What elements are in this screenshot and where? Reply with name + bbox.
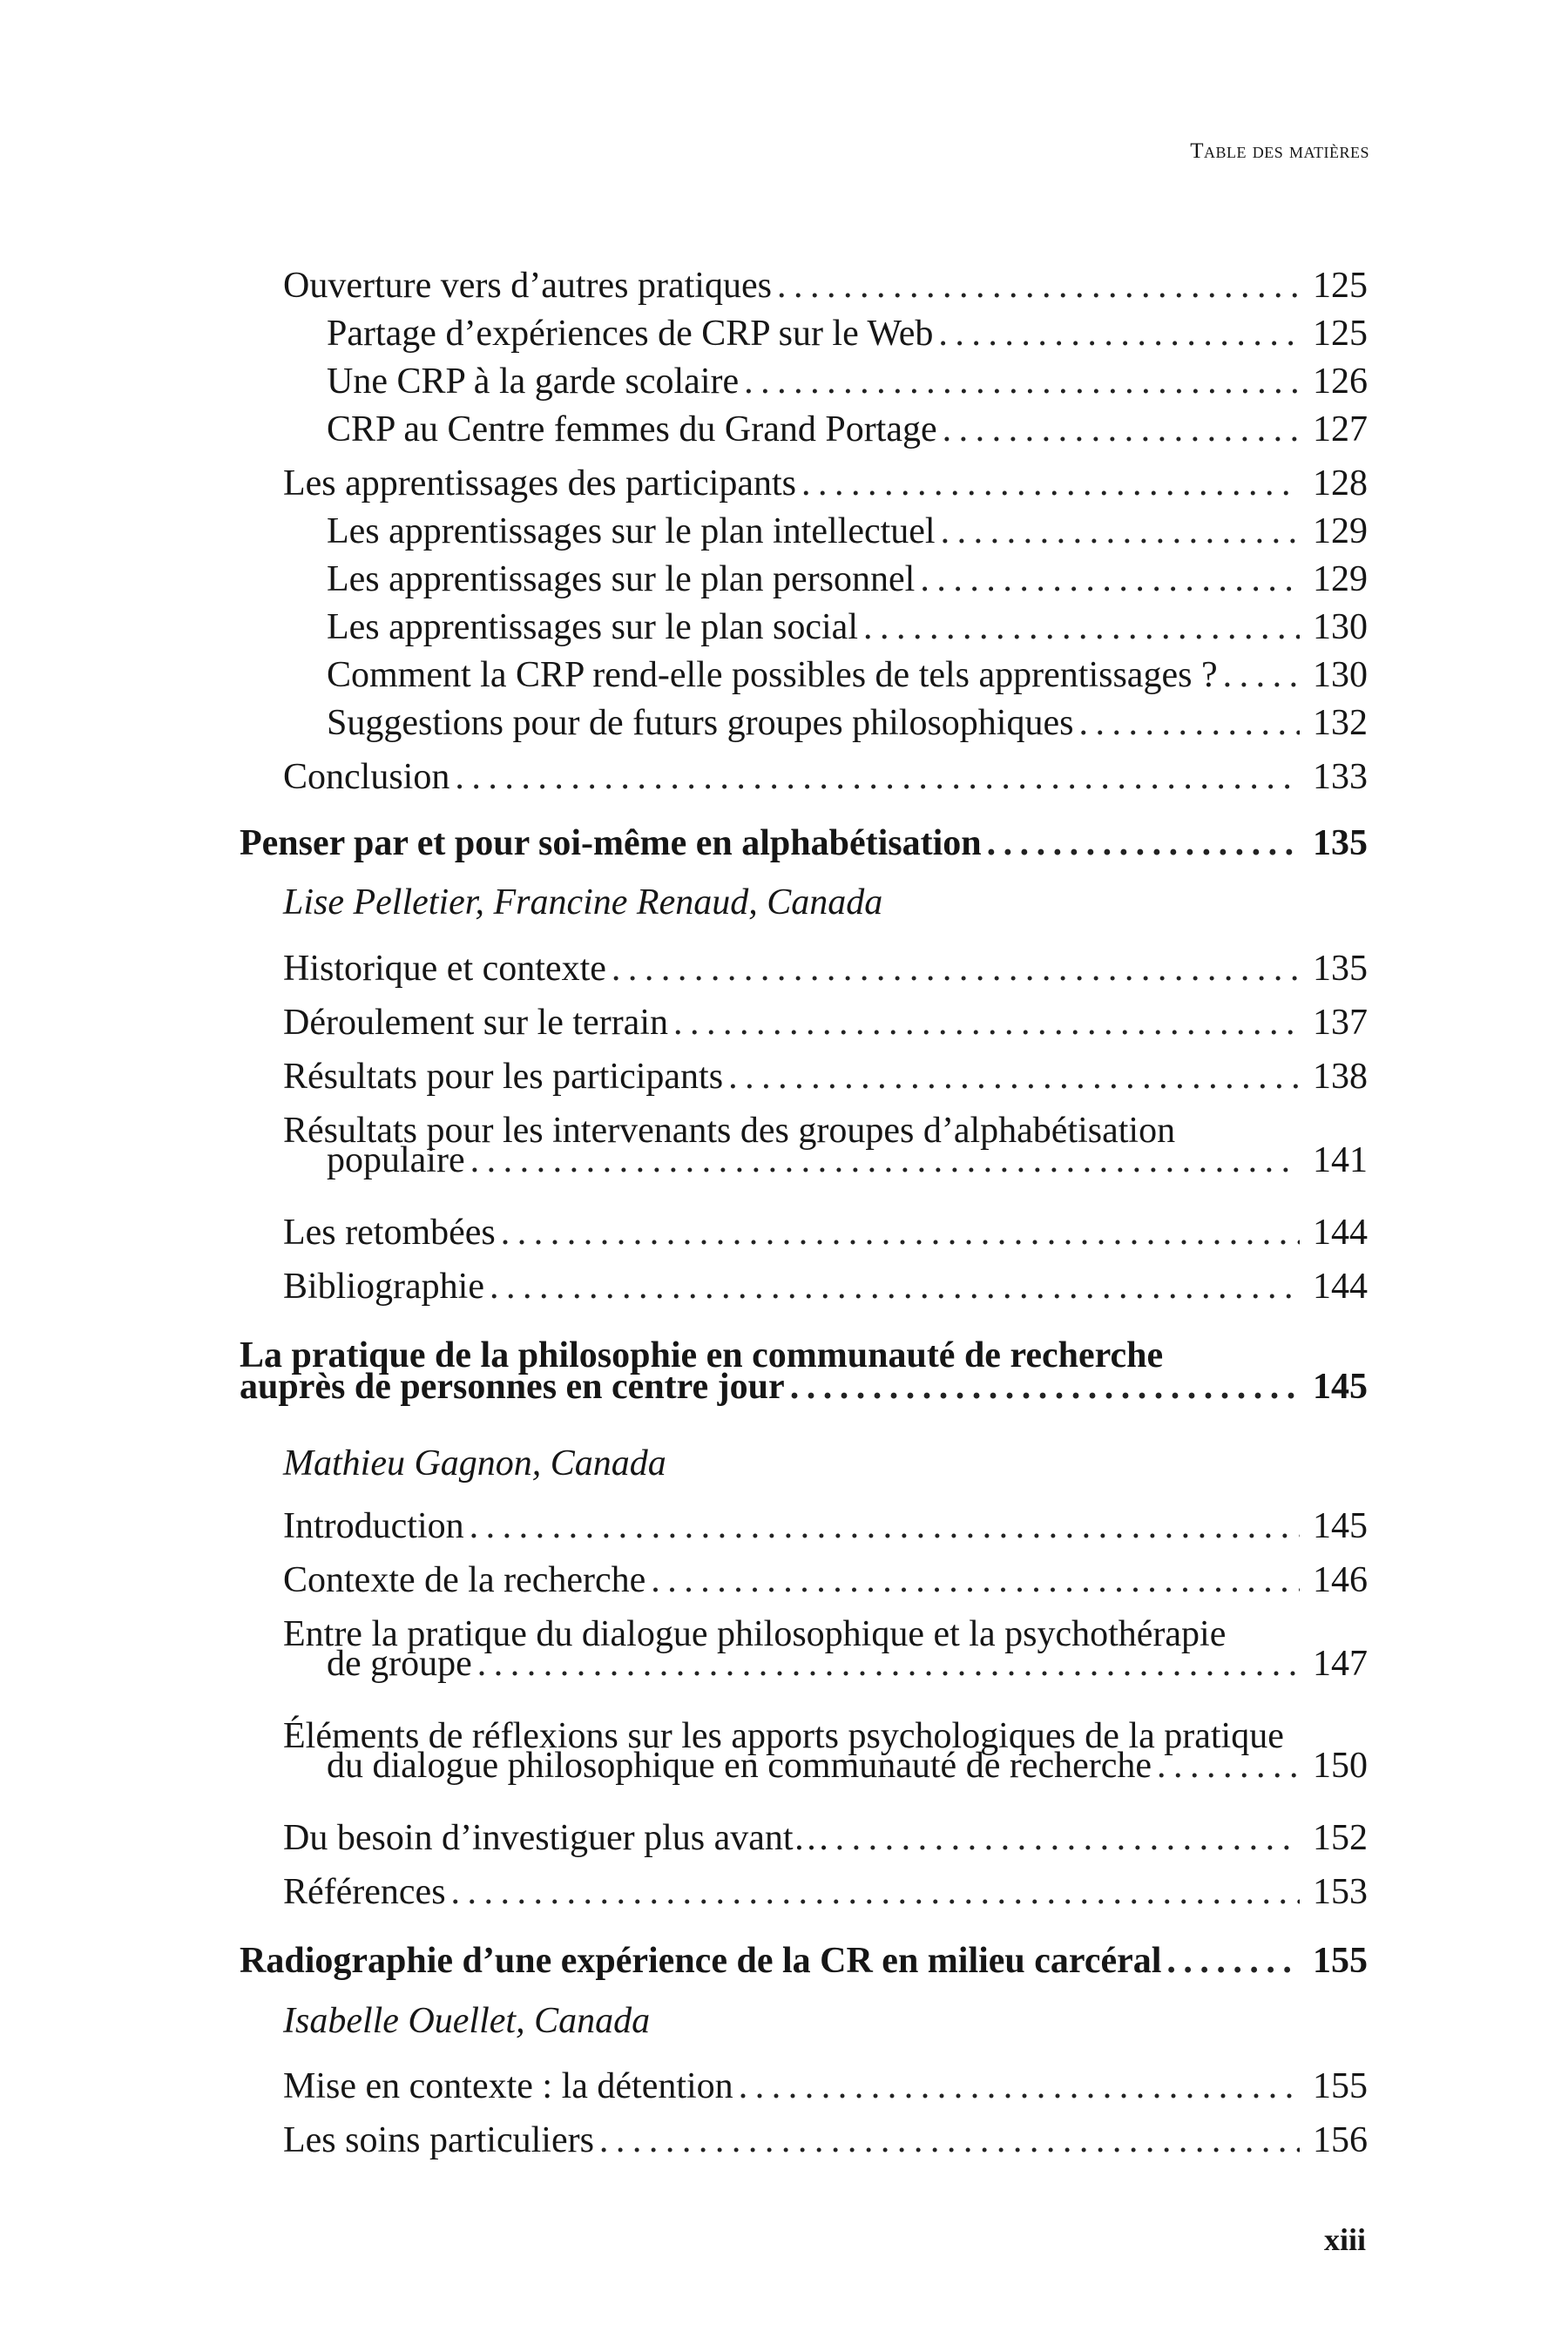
toc-entry[interactable] [240, 407, 1368, 452]
toc-entry-title: Les retombées [283, 1213, 496, 1253]
toc-entry[interactable] [240, 605, 1368, 650]
toc-entry-page: 125 [1313, 314, 1368, 354]
toc-entry-page: 147 [1313, 1644, 1368, 1684]
toc-entry-title: Les apprentissages des participants [283, 463, 796, 504]
toc-entry-page: 145 [1313, 1506, 1368, 1546]
toc-entry-page: 156 [1313, 2120, 1368, 2160]
dot-leader [455, 754, 1300, 800]
toc-chapter-page: 145 [1313, 1367, 1368, 1407]
toc-entry-title: Les apprentissages sur le plan social [327, 607, 858, 647]
toc-chapter-page: 135 [1313, 823, 1368, 863]
dot-leader [501, 1210, 1300, 1255]
toc-entry-title-line1: Entre la pratique du dialogue philosophique et la psychothérapie [283, 1614, 1227, 1654]
dot-leader [651, 1558, 1300, 1603]
dot-leader [835, 1815, 1300, 1861]
chapter-author: Isabelle Ouellet, Canada [283, 2001, 651, 2041]
dot-leader [612, 946, 1300, 991]
dot-leader [673, 1000, 1300, 1045]
toc-entry[interactable] [240, 2118, 1368, 2163]
toc-entry-title: Suggestions pour de futurs groupes philosophiques [327, 703, 1074, 743]
toc-entry-title: Ouverture vers d’autres pratiques [283, 266, 772, 306]
toc-entry[interactable] [240, 263, 1368, 308]
toc-entry-page: 155 [1313, 2066, 1368, 2106]
toc-entry[interactable] [240, 652, 1368, 698]
toc-entry-title: Résultats pour les participants [283, 1057, 724, 1097]
toc-entry[interactable] [240, 1210, 1368, 1255]
toc-entry-title-line1: Résultats pour les intervenants des groupes d’alphabétisation [283, 1111, 1176, 1151]
toc-entry-title-line2: populaire [327, 1140, 465, 1180]
toc-entry-page: 135 [1313, 949, 1368, 989]
toc-entry-page: 132 [1313, 703, 1368, 743]
dot-leader [943, 407, 1300, 452]
dot-leader [451, 1869, 1300, 1915]
toc-entry-title-line2: de groupe [327, 1644, 472, 1684]
dot-leader [490, 1264, 1300, 1309]
toc-entry-page: 152 [1313, 1818, 1368, 1858]
toc-entry-title: CRP au Centre femmes du Grand Portage [327, 409, 937, 449]
toc-entry[interactable] [240, 1054, 1368, 1099]
dot-leader [477, 1641, 1300, 1686]
toc-entry-page: 141 [1313, 1140, 1368, 1180]
dot-leader [1166, 1938, 1300, 1984]
toc-entry-title-line2: du dialogue philosophique en communauté de recherche [327, 1746, 1152, 1786]
toc-entry[interactable] [240, 1815, 1368, 1861]
toc-entry-title: Comment la CRP rend-elle possibles de tels apprentissages ? [327, 655, 1218, 695]
toc-entry-title: Du besoin d’investiguer plus avant… [283, 1818, 830, 1858]
toc-entry-title: Les apprentissages sur le plan intellectuel [327, 511, 936, 551]
toc-entry-title: Bibliographie [283, 1267, 484, 1307]
toc-entry[interactable] [240, 1504, 1368, 1549]
toc-entry-page: 138 [1313, 1057, 1368, 1097]
toc-entry[interactable] [240, 946, 1368, 991]
dot-leader [801, 461, 1300, 506]
toc-entry-title: Les apprentissages sur le plan personnel [327, 559, 916, 599]
toc-entry-page: 129 [1313, 559, 1368, 599]
toc-entry[interactable] [240, 1108, 1368, 1183]
toc-entry-page: 130 [1313, 607, 1368, 647]
toc-entry-page: 146 [1313, 1560, 1368, 1600]
dot-leader [1078, 700, 1300, 746]
toc-entry-title: Historique et contexte [283, 949, 606, 989]
toc-entry-title: Déroulement sur le terrain [283, 1003, 668, 1043]
toc-entry-title-line1: Éléments de réflexions sur les apports psychologiques de la pratique [283, 1716, 1284, 1756]
chapter-author: Mathieu Gagnon, Canada [283, 1443, 666, 1484]
dot-leader [938, 311, 1300, 356]
toc-chapter[interactable] [240, 1333, 1368, 1409]
dot-leader [739, 2064, 1300, 2109]
toc-entry-page: 128 [1313, 463, 1368, 504]
toc-entry[interactable] [240, 461, 1368, 506]
toc-entry[interactable] [240, 557, 1368, 602]
toc-entry-title: Mise en contexte : la détention [283, 2066, 733, 2106]
dot-leader [470, 1138, 1300, 1183]
dot-leader [1157, 1743, 1300, 1788]
dot-leader [599, 2118, 1300, 2163]
toc-chapter-title: Radiographie d’une expérience de la CR en milieu carcéral [240, 1941, 1162, 1981]
toc-entry-title: Conclusion [283, 757, 450, 797]
toc-entry[interactable] [240, 1612, 1368, 1686]
dot-leader [744, 359, 1300, 404]
toc-entry[interactable] [240, 1869, 1368, 1915]
toc-entry-title: Introduction [283, 1506, 464, 1546]
toc-entry[interactable] [240, 1000, 1368, 1045]
toc-chapter[interactable] [240, 821, 1368, 866]
toc-entry-title: Contexte de la recherche [283, 1560, 646, 1600]
toc-entry[interactable] [240, 509, 1368, 554]
dot-leader [728, 1054, 1300, 1099]
dot-leader [920, 557, 1300, 602]
toc-entry-page: 125 [1313, 266, 1368, 306]
toc-entry-page: 144 [1313, 1267, 1368, 1307]
dot-leader [470, 1504, 1300, 1549]
toc-entry-page: 137 [1313, 1003, 1368, 1043]
toc-entry-page: 144 [1313, 1213, 1368, 1253]
toc-entry[interactable] [240, 1558, 1368, 1603]
toc-entry-page: 126 [1313, 362, 1368, 402]
toc-entry-title: Une CRP à la garde scolaire [327, 362, 740, 402]
toc-entry-page: 150 [1313, 1746, 1368, 1786]
toc-entry[interactable] [240, 700, 1368, 746]
toc-chapter[interactable] [240, 1938, 1368, 1984]
toc-entry[interactable] [240, 1713, 1368, 1788]
toc-entry-page: 129 [1313, 511, 1368, 551]
toc-entry-title: Partage d’expériences de CRP sur le Web [327, 314, 934, 354]
dot-leader [941, 509, 1300, 554]
toc-entry[interactable] [240, 359, 1368, 404]
toc-entry[interactable] [240, 2064, 1368, 2109]
toc-entry-title: Références [283, 1872, 446, 1912]
toc-entry-page: 130 [1313, 655, 1368, 695]
toc-entry-page: 127 [1313, 409, 1368, 449]
toc-chapter-page: 155 [1313, 1941, 1368, 1981]
toc-entry-page: 133 [1313, 757, 1368, 797]
toc-chapter-title-line2: auprès de personnes en centre jour [240, 1367, 785, 1407]
toc-entry-page: 153 [1313, 1872, 1368, 1912]
toc-entry-title: Les soins particuliers [283, 2120, 594, 2160]
dot-leader [1223, 652, 1300, 698]
chapter-author: Lise Pelletier, Francine Renaud, Canada [283, 882, 883, 923]
dot-leader [987, 821, 1300, 866]
dot-leader [777, 263, 1300, 308]
toc-chapter-title: Penser par et pour soi-même en alphabétisation [240, 823, 982, 863]
dot-leader [863, 605, 1300, 650]
toc-entry[interactable] [240, 754, 1368, 800]
dot-leader [790, 1364, 1300, 1409]
toc-entry[interactable] [240, 1264, 1368, 1309]
toc-chapter-title-line1: La pratique de la philosophie en communauté de recherche [240, 1335, 1164, 1375]
page-number: xiii [1323, 2222, 1366, 2257]
toc-entry[interactable] [240, 311, 1368, 356]
running-head: Table des matières [1190, 139, 1369, 163]
